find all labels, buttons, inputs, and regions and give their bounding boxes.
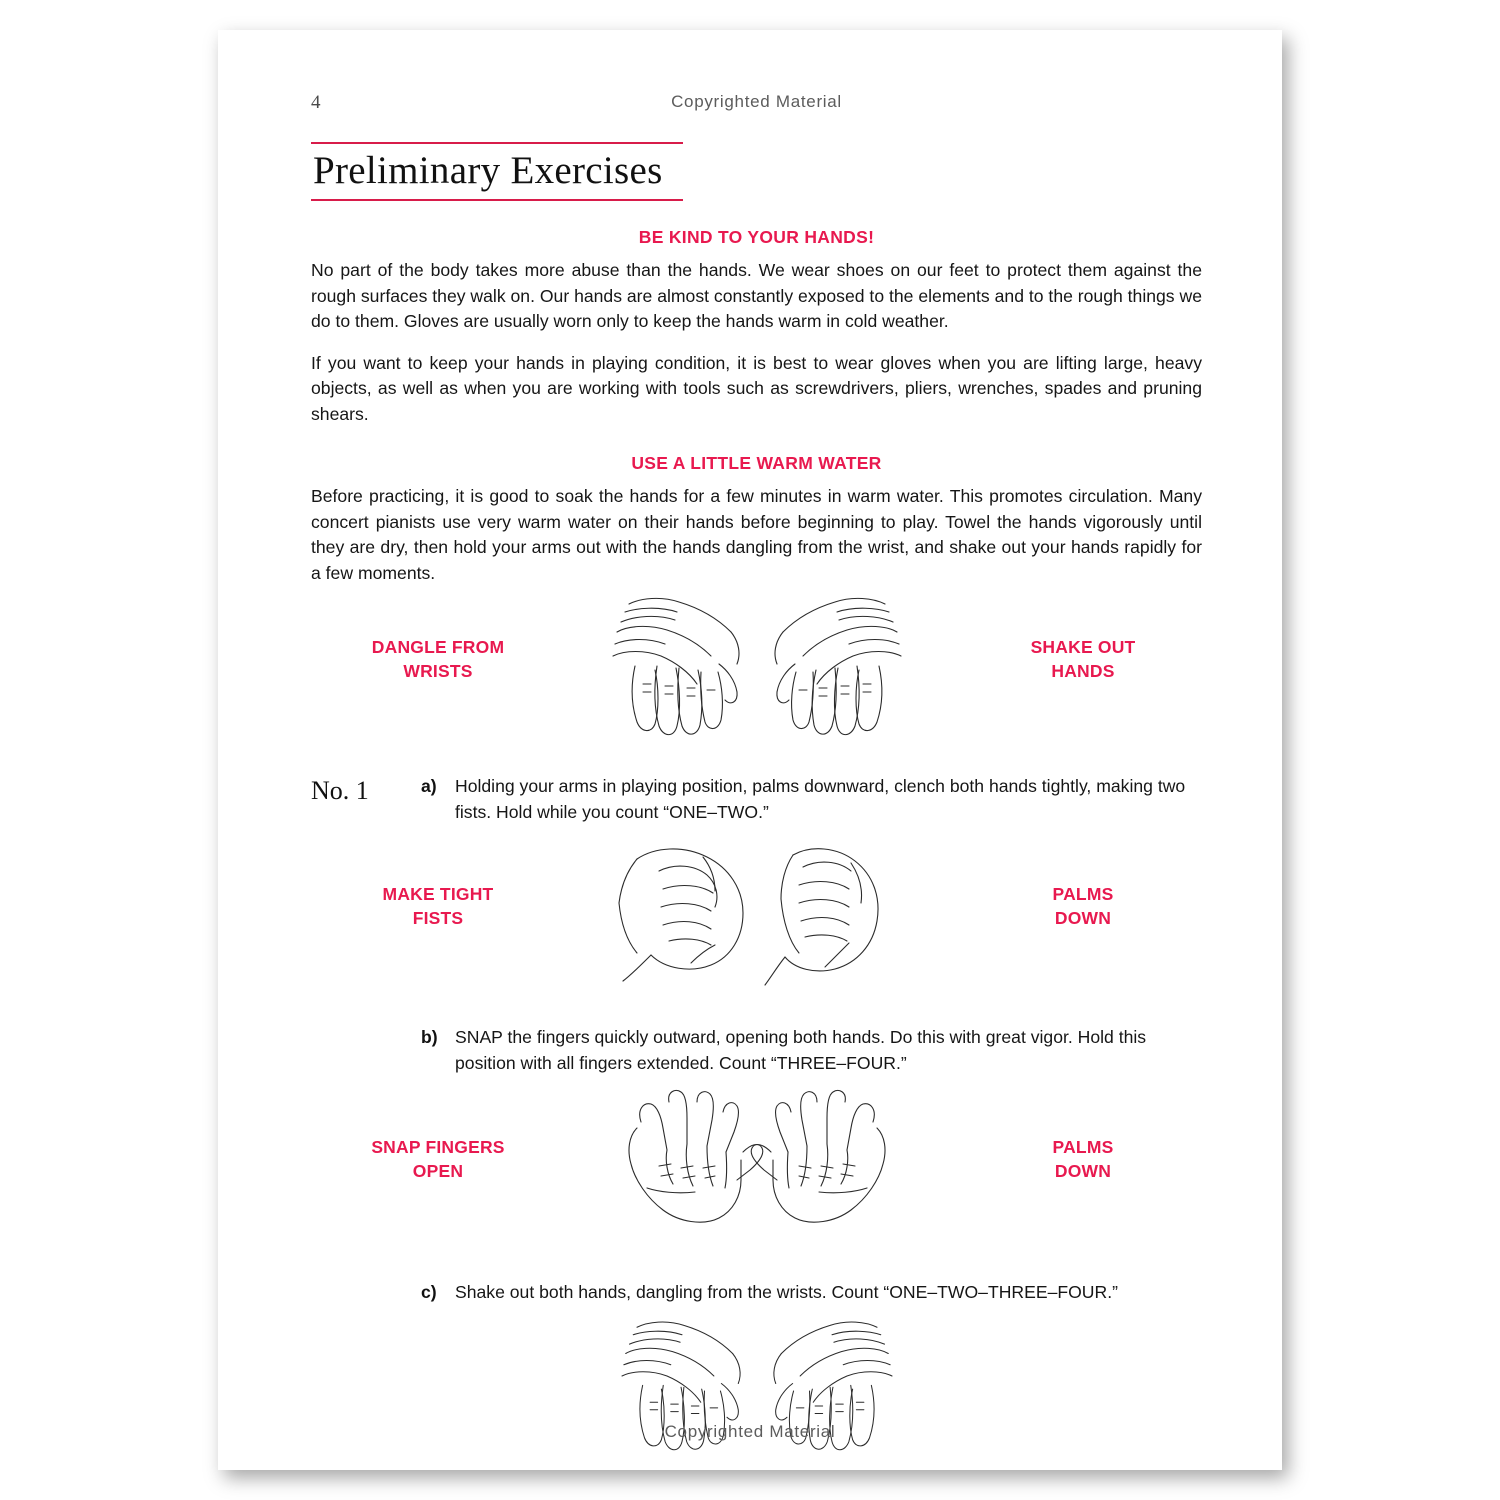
page-number: 4 [311,92,321,113]
page-title: Preliminary Exercises [313,149,663,192]
exercise-step-a [311,774,1202,825]
step-text-b: SNAP the fingers quickly outward, opening both hands. Do this with great vigor. Hold this position with all fingers extended. Count “THREE–FOUR.” [455,1027,1147,1073]
illustration-shaking-hands [607,1316,907,1466]
step-letter-a: a) [421,776,437,796]
figure-shake-out-hands [311,1316,1202,1466]
figure-dangle-hands [311,592,1202,752]
illustration-dangling-hands [607,592,907,752]
paragraph-gloves: If you want to keep your hands in playing condition, it is best to wear gloves when you are lifting large, heavy objects, as well as when you are working with tools such as screwdrivers, pliers, wrenches, spades and pruning shears. [311,352,1202,424]
caption-dangle-from-wrists: DANGLE FROM WRISTS [371,637,505,681]
step-text-c: Shake out both hands, dangling from the wrists. Count “ONE–TWO–THREE–FOUR.” [455,1282,1118,1302]
figure-tight-fists [311,841,1202,1001]
caption-palms-down-fists: PALMS DOWN [1052,884,1114,928]
page-header [311,92,1202,126]
exercise-step-c [421,1280,1202,1306]
copyright-footer-note: Copyrighted Material [664,1422,836,1441]
document-page-shadow [218,30,1282,1470]
step-letter-c: c) [421,1282,437,1302]
document-page [218,30,1282,1470]
caption-palms-down-open: PALMS DOWN [1052,1137,1114,1181]
step-text-a: Holding your arms in playing position, palms downward, clench both hands tightly, making two fists. Hold while you count “ONE–TWO.” [455,776,1186,822]
illustration-clenched-fists [607,841,907,991]
section-heading-warm-water: USE A LITTLE WARM WATER [631,453,882,473]
illustration-open-hands [607,1088,907,1256]
exercise-step-b [421,1025,1202,1076]
section-heading-be-kind: BE KIND TO YOUR HANDS! [638,227,875,247]
caption-shake-out-hands: SHAKE OUT HANDS [1030,637,1136,681]
paragraph-warm-water: Before practicing, it is good to soak the hands for a few minutes in warm water. This promotes circulation. Many concert pianists use very warm water on their hands before beginning to play. Towel the hands vigorously until they are dry, then hold your arms out with the hands dangling from the wrist, and shake out your hands rapidly for a few moments. [311,486,1202,583]
exercise-number-label: No. 1 [311,776,369,805]
paragraph-hands-abuse: No part of the body takes more abuse than the hands. We wear shoes on our feet to protect them against the rough surfaces they walk on. Our hands are almost constantly exposed to the elements and to the rough things we do to them. Gloves are usually worn only to keep the hands warm in cold weather. [311,260,1202,331]
copyright-header-note: Copyrighted Material [671,92,842,111]
page-title-block [311,142,683,201]
figure-open-hands [311,1088,1202,1258]
caption-snap-fingers-open: SNAP FINGERS OPEN [371,1137,505,1181]
step-letter-b: b) [421,1027,438,1047]
caption-make-tight-fists: MAKE TIGHT FISTS [382,884,494,928]
